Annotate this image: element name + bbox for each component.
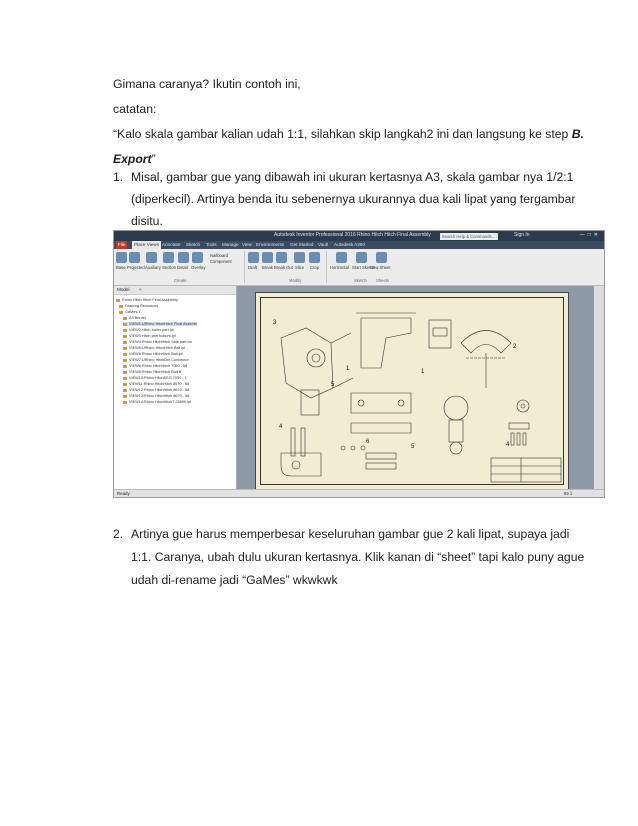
- tab-environments[interactable]: Environments: [256, 242, 285, 247]
- note-export-word: Export: [113, 152, 152, 166]
- crop-icon[interactable]: [309, 252, 320, 263]
- base-view-icon[interactable]: [116, 252, 127, 263]
- svg-text:5: 5: [411, 444, 415, 450]
- new-sheet-icon[interactable]: [376, 252, 387, 263]
- window-title: Autodesk Inventor Professional 2016 Rhino Hitch Hitch Final Assembly: [274, 232, 431, 238]
- group-sheets: Sheets: [376, 278, 390, 283]
- ribbon-divider: [244, 251, 245, 283]
- item-2-line-1: Artinya gue harus memperbesar keseluruhan gambar gue 2 kali lipat, supaya jadi: [131, 527, 570, 541]
- status-text: Ready: [117, 491, 130, 496]
- tree-label: VIEW6:Rhino HitchHitch Ball.ipt: [129, 352, 183, 356]
- arc-part: [461, 331, 511, 354]
- title-block: [491, 458, 561, 482]
- page-indicator: 59 1: [564, 491, 573, 496]
- ribbon-label: Slice: [295, 265, 305, 270]
- tab-vault[interactable]: Vault: [318, 242, 329, 247]
- folder-icon: [119, 305, 123, 308]
- ribbon-label: Start Sketch: [352, 265, 375, 270]
- sign-in-link[interactable]: Sign In: [514, 232, 530, 238]
- view-icon: [123, 401, 127, 404]
- group-modify: Modify: [289, 278, 302, 283]
- svg-text:5: 5: [331, 382, 335, 388]
- ribbon-label: Detail: [177, 265, 188, 270]
- tree-view[interactable]: [123, 382, 189, 386]
- tree-label: GaMes:1: [125, 310, 141, 314]
- tree-view[interactable]: [123, 358, 189, 362]
- tree-view[interactable]: [123, 370, 181, 374]
- view-icon: [123, 383, 127, 386]
- model-browser: [114, 286, 237, 489]
- note-quote-close: ”: [151, 152, 156, 166]
- drawing-sheet[interactable]: [255, 292, 569, 490]
- ribbon-label: Horizontal: [330, 265, 349, 270]
- ribbon-label: Draft: [248, 265, 258, 270]
- note-label: catatan:: [113, 102, 157, 116]
- view-icon: [123, 395, 127, 398]
- nailboard-button[interactable]: Nailboard: [210, 253, 228, 258]
- note-quote-end: [113, 152, 156, 167]
- view-icon: [123, 377, 127, 380]
- tab-get-started[interactable]: Get Started: [290, 242, 314, 247]
- ribbon-panel: [114, 249, 604, 286]
- tree-label: VIEW1:URhino HitchHitch Final Assemb: [129, 322, 197, 326]
- tab-file[interactable]: File: [118, 242, 126, 247]
- tree-view[interactable]: [123, 352, 183, 356]
- tree-border[interactable]: [123, 316, 146, 320]
- section-view-icon[interactable]: [163, 252, 174, 263]
- ribbon-label: Break: [262, 265, 273, 270]
- border-icon: [123, 317, 127, 320]
- tab-place-views[interactable]: Place Views: [134, 242, 159, 247]
- tree-view[interactable]: [123, 376, 187, 380]
- view-icon: [123, 347, 127, 350]
- break-icon[interactable]: [262, 252, 273, 263]
- group-create: Create: [174, 278, 187, 283]
- ribbon-label: Auxiliary: [145, 265, 161, 270]
- ribbon-label: Break Out: [274, 265, 293, 270]
- view-icon: [123, 353, 127, 356]
- ribbon-label: Crop: [310, 265, 320, 270]
- tab-sketch[interactable]: Sketch: [186, 242, 201, 247]
- tree-label: Drawing Resources: [125, 304, 159, 308]
- view-icon: [123, 389, 127, 392]
- tree-view[interactable]: [123, 364, 187, 368]
- tab-annotate[interactable]: Annotate: [162, 242, 181, 247]
- item-1-line-3: disitu.: [131, 214, 163, 228]
- item-2-line-2: 1:1. Caranya, ubah dulu ukuran kertasnya. Klik kanan di “sheet” tapi kalo puny ague: [131, 550, 585, 564]
- tree-view[interactable]: [123, 322, 197, 326]
- tree-drawing-resources[interactable]: [119, 304, 158, 308]
- tree-label: VIEW13:Rhino HitchHitch 8670 - 68: [129, 394, 190, 398]
- ribbon-label: Overlay: [191, 265, 206, 270]
- view-icon: [123, 371, 127, 374]
- sheet-icon: [119, 311, 123, 314]
- overlay-view-icon[interactable]: [192, 252, 203, 263]
- bracket-part: [351, 393, 411, 413]
- tree-label: VIEW12:Rhino HitchHitch 8670 - 68: [129, 388, 190, 392]
- tree-label: VIEW14:Rhino HitchHitch7 28899.ipt: [129, 400, 192, 404]
- view-icon: [123, 329, 127, 332]
- plate-part: [281, 453, 321, 476]
- tree-label: VIEW4:Rhino HitchHitch Side part bo: [129, 340, 192, 344]
- note-quote: [113, 127, 584, 142]
- detail-view-icon[interactable]: [178, 252, 189, 263]
- assembly-body: [281, 328, 333, 398]
- group-sketch: Sketch: [354, 278, 367, 283]
- ribbon-label: Projected: [127, 265, 145, 270]
- ribbon-tabs: [114, 241, 604, 249]
- tree-label: A3 Border: [129, 316, 147, 320]
- tree-label: VIEW10:Rhino HitchDEG 7050 - 1: [129, 376, 187, 380]
- assembly-icon: [116, 299, 120, 302]
- component-button[interactable]: Component: [210, 259, 232, 264]
- tree-view[interactable]: [123, 388, 189, 392]
- svg-text:6: 6: [366, 439, 370, 445]
- title-bar: [114, 231, 604, 241]
- note-step-ref: B.: [571, 127, 584, 141]
- tree-label: Rhino Hitch Hitch Final Assembly: [122, 298, 178, 302]
- break-out-icon[interactable]: [276, 252, 287, 263]
- tree-label: VIEW5:URhino HitchHitch Ball.ipt: [129, 346, 186, 350]
- ball-section: [444, 396, 468, 420]
- ribbon-label: Base: [116, 265, 126, 270]
- tree-view[interactable]: [123, 328, 174, 332]
- hitch-ball: [307, 349, 325, 367]
- svg-text:1: 1: [346, 366, 350, 372]
- auxiliary-view-icon[interactable]: [146, 252, 157, 263]
- browser-header: [114, 286, 236, 295]
- tree-view[interactable]: [123, 346, 185, 350]
- tree-view[interactable]: [123, 340, 192, 344]
- technical-drawing: [261, 298, 563, 484]
- svg-text:2: 2: [513, 344, 517, 350]
- tree-label: VIEW2:Hitch trailer part.ipt: [129, 328, 174, 332]
- view-icon: [123, 335, 127, 338]
- item-1-number: 1.: [113, 170, 124, 184]
- tree-label: VIEW7:URhino HitchDet Connector: [129, 358, 189, 362]
- inventor-screenshot: [113, 230, 605, 498]
- ribbon-label: Section: [162, 265, 176, 270]
- draft-icon[interactable]: [248, 252, 259, 263]
- tree-view[interactable]: [123, 394, 189, 398]
- svg-text:4: 4: [279, 424, 283, 430]
- status-bar: [114, 489, 604, 497]
- vertical-scrollbar[interactable]: [594, 286, 604, 489]
- tree-label: VIEW9:Rhino HitchHitch Bolt B: [129, 370, 182, 374]
- help-search-input[interactable]: Search Help & Commands...: [440, 233, 498, 240]
- tree-view[interactable]: [123, 334, 176, 338]
- view-icon: [123, 365, 127, 368]
- browser-tab-add[interactable]: +: [138, 287, 142, 292]
- ribbon-divider: [326, 251, 327, 283]
- tree-label: VIEW3:Hitch part bottom.ipt: [129, 334, 176, 338]
- view-icon: [123, 359, 127, 362]
- start-sketch-icon[interactable]: [356, 252, 367, 263]
- tab-manage[interactable]: Manage: [222, 242, 239, 247]
- tree-root[interactable]: [116, 298, 178, 302]
- svg-text:1: 1: [421, 369, 425, 375]
- slice-icon[interactable]: [294, 252, 305, 263]
- drawing-canvas[interactable]: [237, 286, 594, 489]
- item-2-line-3: udah di-rename jadi “GaMes” wkwkwk: [131, 573, 338, 587]
- part-view-1: [361, 318, 411, 368]
- item-1-line-1: Misal, gambar gue yang dibawah ini ukuran kertasnya A3, skala gambar nya 1/2:1: [131, 170, 574, 184]
- svg-text:3: 3: [273, 320, 277, 326]
- projected-view-icon[interactable]: [129, 252, 140, 263]
- svg-text:4: 4: [506, 442, 510, 448]
- ribbon-label: New Sheet: [370, 265, 391, 270]
- browser-tab-model[interactable]: Model: [117, 287, 130, 292]
- tree-label: VIEW11:Rhino HitchHitch 8670 - 68: [129, 382, 190, 386]
- item-1-line-2: (diperkecil). Artinya benda itu sebenernya ukurannya dua kali lipat yang tergambar: [131, 192, 576, 206]
- view-icon: [123, 323, 127, 326]
- intro-line: Gimana caranya? Ikutin contoh ini,: [113, 77, 301, 91]
- window-controls[interactable]: —□✕: [579, 232, 601, 238]
- tab-a360[interactable]: Autodesk A360: [334, 242, 365, 247]
- tree-label: VIEW8:Rhino HitchHitch 7050 - 68: [129, 364, 188, 368]
- part-view-2: [429, 320, 451, 348]
- view-icon: [123, 341, 127, 344]
- tree-sheet-games[interactable]: [119, 310, 140, 314]
- sheet-border: [260, 297, 564, 485]
- item-2-number: 2.: [113, 527, 124, 541]
- tab-tools[interactable]: Tools: [206, 242, 217, 247]
- tab-view[interactable]: View: [242, 242, 252, 247]
- horizontal-icon[interactable]: [336, 252, 347, 263]
- note-quote-text: “Kalo skala gambar kalian udah 1:1, silahkan skip langkah2 ini dan langsung ke step: [113, 127, 572, 141]
- tree-view[interactable]: [123, 400, 191, 404]
